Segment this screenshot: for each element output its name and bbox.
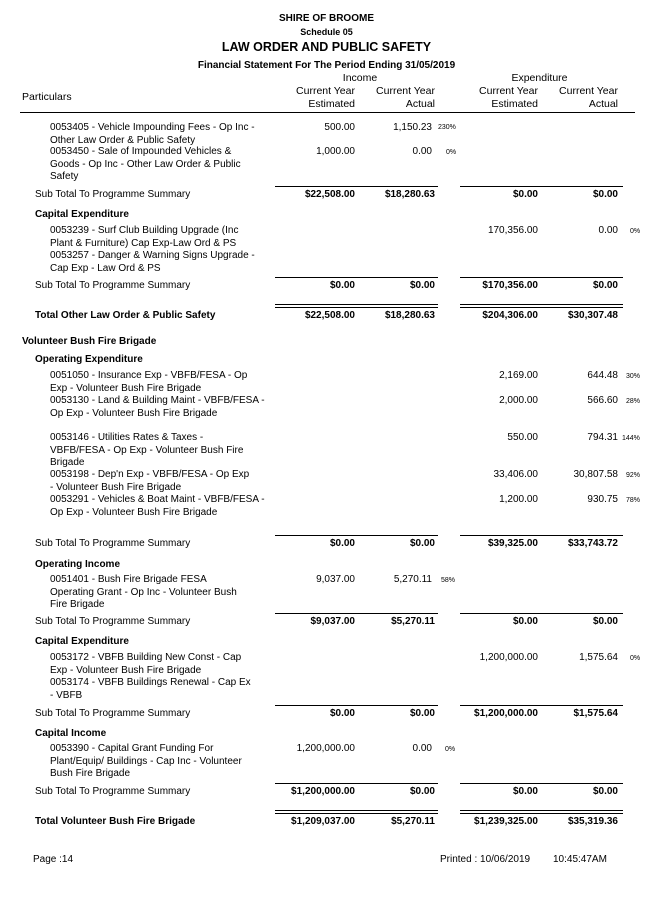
exp-estimated: $170,356.00 bbox=[482, 280, 538, 291]
subtotal-rule bbox=[460, 613, 545, 614]
income-estimated: $1,209,037.00 bbox=[291, 816, 355, 827]
org-name: SHIRE OF BROOME bbox=[278, 13, 374, 24]
section-heading: Operating Income bbox=[35, 559, 121, 570]
income-actual: $5,270.11 bbox=[391, 816, 435, 827]
subtotal-rule bbox=[543, 535, 623, 536]
exp-actual: $30,307.48 bbox=[567, 310, 618, 321]
exp-estimated-header: Estimated bbox=[491, 98, 538, 110]
exp-estimated: $1,239,325.00 bbox=[474, 816, 538, 827]
income-percent: 58% bbox=[441, 577, 456, 584]
total-rule bbox=[543, 810, 623, 814]
income-estimated: $0.00 bbox=[329, 708, 355, 719]
line-item-label: 0053239 - Surf Club Building Upgrade (Inc Plant & Furniture) Cap Exp-Law Ord & PS bbox=[50, 225, 239, 249]
exp-actual: $35,319.36 bbox=[567, 816, 618, 827]
exp-estimated: 170,356.00 bbox=[487, 225, 538, 236]
schedule-number: Schedule 05 bbox=[300, 27, 353, 37]
subtotal-rule bbox=[358, 277, 438, 278]
exp-cy-header-2: Current Year bbox=[559, 85, 618, 97]
subtotal-rule bbox=[275, 186, 360, 187]
income-actual: $0.00 bbox=[409, 708, 435, 719]
exp-actual: 566.60 bbox=[587, 395, 618, 406]
exp-estimated: $0.00 bbox=[512, 189, 538, 200]
line-item-label: 0053172 - VBFB Building New Const - Cap Exp - Volunteer Bush Fire Brigade bbox=[50, 652, 242, 676]
income-actual: 0.00 bbox=[412, 743, 432, 754]
subtotal-rule bbox=[460, 535, 545, 536]
program-title: LAW ORDER AND PUBLIC SAFETY bbox=[221, 40, 432, 54]
exp-actual: 30,807.58 bbox=[573, 469, 618, 480]
exp-cy-header: Current Year bbox=[479, 85, 538, 97]
income-estimated: $0.00 bbox=[329, 538, 355, 549]
exp-actual: $33,743.72 bbox=[567, 538, 618, 549]
income-estimated: 1,000.00 bbox=[316, 146, 355, 157]
exp-percent: 30% bbox=[626, 373, 641, 380]
printed-date: Printed : 10/06/2019 bbox=[440, 854, 531, 865]
income-actual: $18,280.63 bbox=[384, 310, 435, 321]
exp-estimated: $1,200,000.00 bbox=[474, 708, 538, 719]
total-label: Total Volunteer Bush Fire Brigade bbox=[35, 816, 196, 827]
subtotal-rule bbox=[460, 705, 545, 706]
exp-estimated: $0.00 bbox=[512, 786, 538, 797]
subtotal-rule bbox=[358, 783, 438, 784]
subtotal-rule bbox=[543, 613, 623, 614]
subtotal-rule bbox=[358, 705, 438, 706]
exp-actual: $1,575.64 bbox=[573, 708, 618, 719]
subtotal-rule bbox=[358, 613, 438, 614]
exp-percent: 28% bbox=[626, 398, 641, 405]
subtotal-rule bbox=[275, 705, 360, 706]
income-actual: $0.00 bbox=[409, 538, 435, 549]
subtotal-rule bbox=[543, 705, 623, 706]
subtotal-label: Sub Total To Programme Summary bbox=[35, 189, 191, 200]
line-item-label: 0051401 - Bush Fire Brigade FESA Operating Grant - Op Inc - Volunteer Bush Fire Brigade bbox=[50, 574, 237, 610]
subtotal-rule bbox=[543, 186, 623, 187]
exp-actual: 644.48 bbox=[587, 370, 618, 381]
total-rule bbox=[460, 304, 545, 308]
exp-estimated: $0.00 bbox=[512, 616, 538, 627]
header-rule bbox=[20, 112, 635, 113]
exp-percent: 144% bbox=[622, 435, 640, 442]
total-rule bbox=[358, 810, 438, 814]
income-cy-header: Current Year bbox=[296, 85, 355, 97]
exp-estimated: 33,406.00 bbox=[493, 469, 538, 480]
total-rule bbox=[460, 810, 545, 814]
exp-actual: 930.75 bbox=[587, 494, 618, 505]
exp-estimated: 2,000.00 bbox=[499, 395, 538, 406]
exp-estimated: 2,169.00 bbox=[499, 370, 538, 381]
exp-estimated: 1,200.00 bbox=[499, 494, 538, 505]
subtotal-label: Sub Total To Programme Summary bbox=[35, 616, 191, 627]
line-item-label: 0053450 - Sale of Impounded Vehicles & Goods - Op Inc - Other Law Order & Public Safety bbox=[50, 146, 241, 182]
subtotal-label: Sub Total To Programme Summary bbox=[35, 280, 191, 291]
exp-percent: 92% bbox=[626, 472, 641, 479]
exp-actual: $0.00 bbox=[592, 280, 618, 291]
total-label: Total Other Law Order & Public Safety bbox=[35, 310, 216, 321]
income-actual: $18,280.63 bbox=[384, 189, 435, 200]
exp-estimated: 1,200,000.00 bbox=[479, 652, 538, 663]
exp-actual: $0.00 bbox=[592, 786, 618, 797]
subtotal-rule bbox=[543, 783, 623, 784]
subtotal-label: Sub Total To Programme Summary bbox=[35, 708, 191, 719]
exp-actual: 794.31 bbox=[587, 432, 618, 443]
subtotal-rule bbox=[543, 277, 623, 278]
income-actual: $0.00 bbox=[409, 280, 435, 291]
total-rule bbox=[275, 810, 360, 814]
printed-time: 10:45:47AM bbox=[553, 854, 607, 865]
income-estimated-header: Estimated bbox=[308, 98, 355, 110]
subtotal-rule bbox=[275, 277, 360, 278]
exp-estimated: 550.00 bbox=[507, 432, 538, 443]
exp-actual: 0.00 bbox=[598, 225, 618, 236]
exp-actual: 1,575.64 bbox=[579, 652, 618, 663]
income-actual: 1,150.23 bbox=[393, 122, 432, 133]
income-percent: 0% bbox=[445, 746, 456, 753]
section-heading: Capital Expenditure bbox=[35, 209, 129, 220]
subtotal-rule bbox=[460, 186, 545, 187]
line-item-label: 0053390 - Capital Grant Funding For Plant/Equip/ Buildings - Cap Inc - Volunteer Bush Fire Brigade bbox=[50, 743, 242, 779]
exp-estimated: $39,325.00 bbox=[487, 538, 538, 549]
income-estimated: 500.00 bbox=[324, 122, 355, 133]
exp-actual-header: Actual bbox=[588, 98, 618, 110]
statement-title: Financial Statement For The Period Ending 31/05/2019 bbox=[197, 60, 456, 71]
subtotal-rule bbox=[460, 277, 545, 278]
program-heading: Volunteer Bush Fire Brigade bbox=[22, 336, 157, 347]
subtotal-rule bbox=[358, 535, 438, 536]
income-percent: 0% bbox=[446, 149, 457, 156]
line-item-label: 0053291 - Vehicles & Boat Maint - VBFB/FESA - Op Exp - Volunteer Bush Fire Brigade bbox=[50, 494, 265, 518]
subtotal-rule bbox=[358, 186, 438, 187]
subtotal-rule bbox=[275, 783, 360, 784]
line-item-label: 0053257 - Danger & Warning Signs Upgrade - Cap Exp - Law Ord & PS bbox=[50, 250, 255, 274]
line-item-label: 0051050 - Insurance Exp - VBFB/FESA - Op Exp - Volunteer Bush Fire Brigade bbox=[50, 370, 248, 394]
income-actual: $0.00 bbox=[409, 786, 435, 797]
income-cy-header-2: Current Year bbox=[376, 85, 435, 97]
income-actual-header: Actual bbox=[405, 98, 435, 110]
income-estimated: $22,508.00 bbox=[304, 189, 355, 200]
section-heading: Capital Expenditure bbox=[35, 636, 129, 647]
income-estimated: 9,037.00 bbox=[316, 574, 355, 585]
income-estimated: 1,200,000.00 bbox=[296, 743, 355, 754]
exp-actual: $0.00 bbox=[592, 616, 618, 627]
income-actual: $5,270.11 bbox=[391, 616, 435, 627]
subtotal-rule bbox=[275, 535, 360, 536]
section-heading: Capital Income bbox=[35, 728, 107, 739]
subtotal-rule bbox=[275, 613, 360, 614]
expenditure-header: Expenditure bbox=[511, 72, 568, 84]
subtotal-label: Sub Total To Programme Summary bbox=[35, 538, 191, 549]
particulars-header: Particulars bbox=[22, 91, 72, 103]
income-estimated: $0.00 bbox=[329, 280, 355, 291]
income-percent: 230% bbox=[438, 124, 456, 131]
line-item-label: 0053198 - Dep'n Exp - VBFB/FESA - Op Exp - Volunteer Bush Fire Brigade bbox=[50, 469, 250, 493]
line-item-label: 0053174 - VBFB Buildings Renewal - Cap Ex - VBFB bbox=[50, 677, 251, 701]
page-number: Page :14 bbox=[33, 854, 74, 865]
total-rule bbox=[275, 304, 360, 308]
income-estimated: $1,200,000.00 bbox=[291, 786, 355, 797]
income-actual: 0.00 bbox=[412, 146, 432, 157]
total-rule bbox=[358, 304, 438, 308]
line-item-label: 0053130 - Land & Building Maint - VBFB/FESA - Op Exp - Volunteer Bush Fire Brigade bbox=[50, 395, 265, 419]
exp-percent: 0% bbox=[630, 655, 641, 662]
subtotal-label: Sub Total To Programme Summary bbox=[35, 786, 191, 797]
exp-estimated: $204,306.00 bbox=[482, 310, 538, 321]
line-item-label: 0053405 - Vehicle Impounding Fees - Op Inc - Other Law Order & Public Safety bbox=[50, 122, 255, 146]
exp-percent: 78% bbox=[626, 497, 641, 504]
line-item-label: 0053146 - Utilities Rates & Taxes - VBFB/FESA - Op Exp - Volunteer Bush Fire Brigade bbox=[50, 432, 244, 468]
income-header: Income bbox=[342, 72, 378, 84]
income-estimated: $9,037.00 bbox=[310, 616, 355, 627]
income-estimated: $22,508.00 bbox=[304, 310, 355, 321]
exp-percent: 0% bbox=[630, 228, 641, 235]
section-heading: Operating Expenditure bbox=[35, 354, 143, 365]
income-actual: 5,270.11 bbox=[393, 574, 432, 585]
subtotal-rule bbox=[460, 783, 545, 784]
exp-actual: $0.00 bbox=[592, 189, 618, 200]
total-rule bbox=[543, 304, 623, 308]
